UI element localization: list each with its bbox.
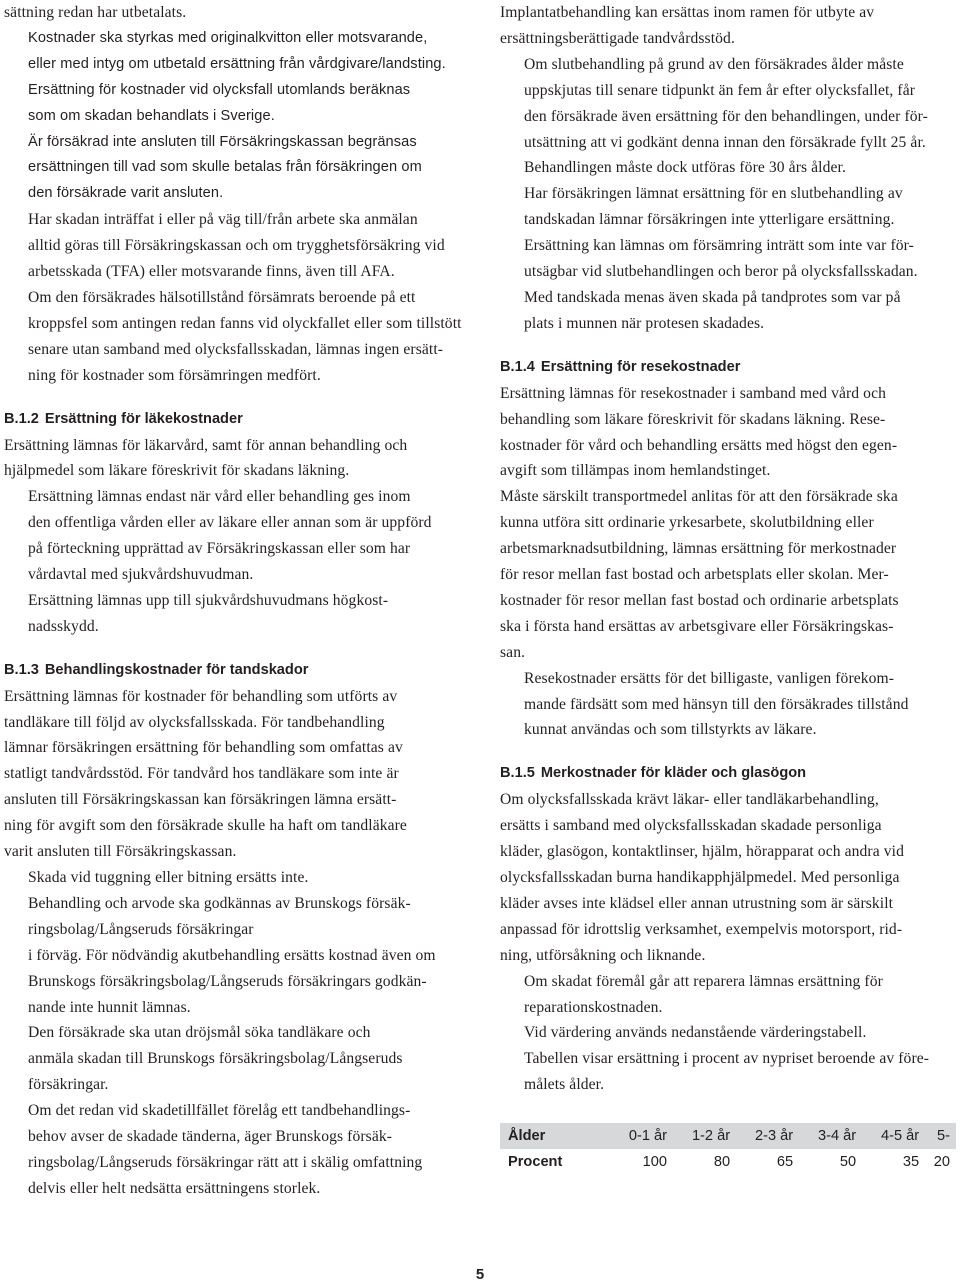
section-heading [4,658,460,684]
section-heading [4,407,460,433]
table-cell: 80 [713,1154,731,1170]
section-spacer [500,337,956,355]
left-column [4,0,460,1202]
text-line: Vid värdering används nedanstående värderingstabell. [524,1024,867,1042]
text-line: ersätts i samband med olycksfallsskadan skadade personliga [500,817,882,835]
paragraph [500,1020,956,1098]
section-number: B.1.5 [500,765,535,782]
text-line: Om olycksfallsskada krävt läkar- eller tandläkarbehandling, [500,791,879,809]
table-cell: 2-3 år [730,1123,793,1149]
text-line: utsättning att vi godkänt denna innan den försäkrade fyllt 25 år. [524,133,926,151]
text-line: avgift som tillämpas inom hemlandstinget. [500,462,771,480]
section-heading [500,355,956,381]
paragraph [500,381,956,666]
paragraph [500,787,956,968]
table-cell: 1-2 år [667,1123,730,1149]
text-line: Om den försäkrades hälsotillstånd försämrats beroende på ett [28,288,416,306]
text-line: Ersättning för kostnader vid olycksfall utomlands beräknas [28,81,411,98]
section-title: Behandlingskostnader för tandskador [44,661,309,678]
text-line: statligt tandvårdsstöd. För tandvård hos tandläkare som inte är [4,765,399,783]
text-line: Implantatbehandling kan ersättas inom ramen för utbyte av [500,4,875,21]
text-line: Ersättning lämnas för resekostnader i samband med vård och [500,384,886,402]
text-line: Behandlingen måste dock utföras före 30 års ålder. [524,159,846,177]
text-line: hjälpmedel som läkare föreskrivit för skadans läkning. [4,462,350,480]
paragraph [4,588,460,640]
paragraph [4,433,460,485]
text-line: den offentliga vården eller av läkare eller annan som är uppförd [28,514,432,532]
age-row [500,1123,956,1149]
section-heading [500,761,956,787]
table-cell: 50 [839,1154,857,1170]
text-line: Om det redan vid skadetillfället förelåg ett tandbehandlings- [28,1102,411,1120]
text-line: san. [500,643,526,661]
paragraph [500,969,956,1021]
text-line: den försäkrade även ersättning för den behandlingen, under för- [524,107,928,125]
paragraph [4,1098,460,1202]
paragraph [4,1020,460,1098]
paragraph [500,52,956,182]
text-line: kostnader för vård och behandling ersätts med högst den egen- [500,436,898,454]
text-line: Har skadan inträffat i eller på väg till/från arbete ska anmälan [28,211,418,229]
text-line: Ersättning lämnas för kostnader för behandling som utförts av [4,687,398,705]
paragraph [500,285,956,337]
text-line: ning, utförsåkning och liknande. [500,946,706,964]
paragraph [4,0,460,26]
table-cell: 5- [919,1123,956,1149]
paragraph [4,78,460,130]
text-line: kläder, glasögon, kontaktlinser, hjälm, hörapparat och andra vid [500,843,904,861]
text-line: Ersättning lämnas upp till sjukvårdshuvudmans högkost- [28,591,389,609]
text-line: behov avser de skadade tänderna, äger Brunskogs försäk- [28,1128,393,1146]
text-line: kunnat användas och som tillstyrkts av läkare. [524,721,817,739]
text-line: ersättningen till vad som skulle betalas från försäkringen om [28,159,422,176]
percent-row [500,1149,956,1175]
page-number: 5 [475,1266,485,1283]
text-line: Kostnader ska styrkas med originalkvitton eller motsvarande, [28,29,428,46]
text-line: sättning redan har utbetalats. [4,4,187,21]
section-spacer [4,640,460,658]
text-line: kläder avses inte klädsel eller annan utrustning som är särskilt [500,894,894,912]
section-spacer [500,743,956,761]
text-line: Brunskogs försäkringsbolag/Långseruds försäkringars godkän- [28,972,427,990]
text-line: ansluten till Försäkringskassan kan försäkringen lämna ersätt- [4,791,397,809]
text-line: anpassad för idrottslig verksamhet, exempelvis motorsport, rid- [500,920,903,938]
table-cell: 0-1 år [604,1123,667,1149]
text-line: Behandling och arvode ska godkännas av Brunskogs försäk- [28,894,411,912]
text-line: kunna utföra sitt ordinarie yrkesarbete, skolutbildning eller [500,514,874,532]
section-spacer [4,389,460,407]
text-line: ringsbolag/Långseruds försäkringar [28,920,254,938]
text-line: ersättningsberättigade tandvårdsstöd. [500,29,735,47]
age-header: Ålder [500,1123,604,1149]
section-number: B.1.4 [500,358,535,375]
paragraph [4,130,460,208]
text-line: den försäkrade varit ansluten. [28,185,224,202]
paragraph [500,666,956,744]
text-line: tandläkare till följd av olycksfallsskada. För tandbehandling [4,713,385,731]
text-line: tandskadan lämnar försäkringen inte ytterligare ersättning. [524,211,895,229]
text-line: Ersättning lämnas endast när vård eller behandling ges inom [28,488,411,506]
right-column [500,0,956,1098]
valuation-table [500,1123,956,1175]
text-line: delvis eller helt nedsätta ersättningens storlek. [28,1179,321,1197]
text-line: Har försäkringen lämnat ersättning för en slutbehandling av [524,185,903,203]
section-title: Ersättning för läkekostnader [44,410,243,427]
text-line: Ersättning lämnas för läkarvård, samt för annan behandling och [4,436,408,454]
text-line: uppskjutas till senare tidpunkt än fem år efter olycksfallet, får [524,81,916,99]
text-line: kostnader för resor mellan fast bostad och ordinarie arbetsplats [500,591,899,609]
table-cell: 35 [902,1154,920,1170]
table-cell: 65 [776,1154,794,1170]
text-line: Resekostnader ersätts för det billigaste, vanligen förekom- [524,669,895,687]
section-title: Ersättning för resekostnader [540,358,741,375]
paragraph [4,891,460,1021]
text-line: Är försäkrad inte ansluten till Försäkringskassan begränsas [28,133,417,150]
text-line: plats i munnen när protesen skadades. [524,314,765,332]
text-line: behandling som läkare föreskrivit för skadans läkning. Rese- [500,410,886,428]
text-line: Ersättning kan lämnas om försämring inträtt som inte var för- [524,237,914,255]
text-line: försäkringar. [28,1076,109,1094]
text-line: varit ansluten till Försäkringskassan. [4,843,237,861]
table-cell: 100 [642,1154,668,1170]
text-line: för resor mellan fast bostad och arbetsplats eller skolan. Mer- [500,566,889,584]
section-title: Merkostnader för kläder och glasögon [540,765,807,782]
paragraph [500,181,956,285]
table-cell: 4-5 år [856,1123,919,1149]
text-line: utsägbar vid slutbehandlingen och beror på olycksfallsskadan. [524,263,918,281]
text-line: Tabellen visar ersättning i procent av nypriset beroende av före- [524,1050,930,1068]
text-line: nande inte hunnit lämnas. [28,998,191,1016]
text-line: alltid göras till Försäkringskassan och om trygghetsförsäkring vid [28,237,445,255]
text-line: arbetsskada (TFA) eller motsvarande finns, även till AFA. [28,263,395,281]
paragraph [4,684,460,865]
percent-header: Procent [508,1154,563,1170]
text-line: på förteckning upprättad av Försäkringskassan eller som har [28,540,411,558]
paragraph [4,285,460,389]
text-line: kroppsfel som antingen redan fanns vid olyckfallet eller som tillstött [28,314,462,332]
text-line: reparationskostnaden. [524,998,663,1016]
text-line: senare utan samband med olycksfallsskadan, lämnas ingen ersätt- [28,340,444,358]
table-cell: 20 [933,1154,950,1170]
text-line: mande färdsätt som med hänsyn till den försäkrades tillstånd [524,695,909,713]
paragraph [4,865,460,891]
text-line: ska i första hand ersättas av arbetsgivare eller Försäkringskas- [500,617,894,635]
text-line: arbetsmarknadsutbildning, lämnas ersättning för merkostnader [500,540,897,558]
text-line: Skada vid tuggning eller bitning ersätts inte. [28,869,309,886]
text-line: Med tandskada menas även skada på tandprotes som var på [524,288,901,306]
text-line: som om skadan behandlats i Sverige. [28,107,275,124]
text-line: eller med intyg om utbetald ersättning från vårdgivare/landsting. [28,55,446,72]
text-line: lämnar försäkringen ersättning för behandling som omfattas av [4,739,403,757]
text-line: olycksfallsskadan burna handikapphjälpmedel. Med personliga [500,869,900,886]
text-line: i förväg. För nödvändig akutbehandling ersätts kostnad även om [28,946,436,964]
text-line: Om slutbehandling på grund av den försäkrades ålder måste [524,55,904,73]
text-line: ning för kostnader som försämringen medfört. [28,366,321,384]
section-number: B.1.2 [4,410,39,427]
text-line: målets ålder. [524,1076,605,1094]
paragraph [4,26,460,78]
text-line: vårdavtal med sjukvårdshuvudman. [28,566,254,584]
text-line: anmäla skadan till Brunskogs försäkringsbolag/Långseruds [28,1050,403,1068]
text-line: ringsbolag/Långseruds försäkringar rätt att i skälig omfattning [28,1153,423,1171]
table-cell: 3-4 år [793,1123,856,1149]
paragraph [4,484,460,588]
text-line: Om skadat föremål går att reparera lämnas ersättning för [524,972,883,990]
paragraph [4,207,460,285]
text-line: nadsskydd. [28,617,99,635]
paragraph [500,0,956,52]
text-line: ning för avgift som den försäkrade skulle ha haft om tandläkare [4,817,407,835]
text-line: Måste särskilt transportmedel anlitas för att den försäkrade ska [500,488,898,506]
section-number: B.1.3 [4,661,39,678]
text-line: Den försäkrade ska utan dröjsmål söka tandläkare och [28,1024,371,1042]
